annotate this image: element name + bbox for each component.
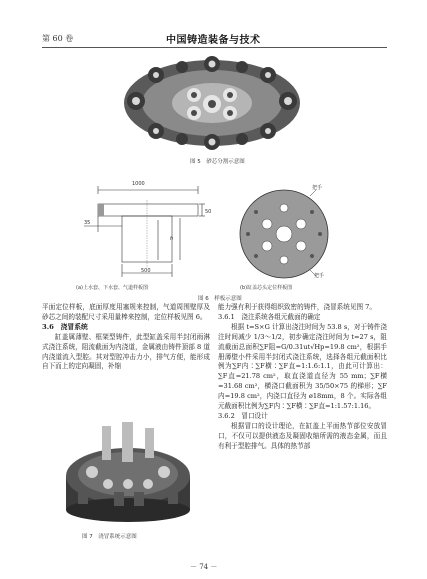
dim-h: h xyxy=(170,236,174,242)
figure7-gating-image xyxy=(52,418,204,526)
left-paragraph-2: 缸盖属薄壁、框架型铸件，此型缸盖采用半封闭雨淋式浇注系统，阻流截面为内浇道，金属液由铸件顶部 8 道内浇道流入型腔。其对型腔冲击力小，排气方便，能形成自下而上的定向凝固，补缩 xyxy=(42,332,210,371)
dim-50: 50 xyxy=(205,209,212,215)
section-3-6-heading: 3.6 浇冒系统 xyxy=(42,322,88,331)
section-3-6-2-heading: 3.6.2 冒口设计 xyxy=(218,411,268,420)
dim-1000: 1000 xyxy=(132,181,145,187)
right-paragraph-2: 根据 t=S×G 计算出浇注时间为 53.8 s，对于铸件浇注时间减少 1/3～1/2，初步确定浇注时间为 t=27 s，阻流截面总面积∑F阻=G/0.31ut√Hp=19.8 cm²，根据手册薄壁小件采用半封闭式浇注系统，选择各组元截面积比例为∑F内∶∑F横∶∑F直=1:1.6:1.1，由此可计算出：∑F直=21.78 cm²，取直浇道直径为 55 mm；∑F横=31.68 cm²，横浇口截面积为 35/50×75 的梯形；∑F内=19.8 cm²，内浇口直径为 ø18mm，8 个。实际各组元截面积比例为∑F内∶∑F横∶∑F直=1:1.57:1.16。 xyxy=(218,322,387,411)
dim-35: 35 xyxy=(84,220,91,226)
left-column-text xyxy=(42,303,210,372)
handle-label-bottom: 把手 xyxy=(314,273,325,279)
figure7-caption: 图 7 浇冒系统示意图 xyxy=(82,534,137,540)
figure6a-template-drawing xyxy=(76,180,206,282)
figure6a-subcaption: (a)上水套、下水套、气道样板图 xyxy=(76,285,148,291)
section-3-6-1-heading: 3.6.1 浇注系统各组元截面的确定 xyxy=(218,312,321,321)
volume-label: 第 60 卷 xyxy=(42,34,74,43)
header-divider xyxy=(42,47,387,48)
left-paragraph-1: 平面定位样板，底面厚度用塞规来控制，气道周围壁厚及砂芯之间的装配尺寸采用量棒来控制，定位样板见图 6。 xyxy=(42,303,210,321)
right-column-text xyxy=(218,303,387,452)
right-paragraph-3: 根据冒口的设计理论，在缸盖上平面热节部位安放冒口，不仅可以提供液态及凝固收缩所需的液态金属，而且有利于型腔排气。具体的热节部 xyxy=(218,421,387,450)
page-number: － 74 － xyxy=(190,563,218,571)
figure6b-subcaption: (b)缸盖芯头定位样板图 xyxy=(240,285,293,291)
handle-label-top: 把手 xyxy=(312,185,323,191)
dim-500: 500 xyxy=(141,268,151,274)
figure6-caption: 图 6 样板示意图 xyxy=(198,296,242,302)
figure5-core-image xyxy=(112,53,312,153)
figure5-caption: 图 5 砂芯分割示意图 xyxy=(190,159,245,165)
right-paragraph-1: 能力强有利于获得组织致密的铸件，浇冒系统见图 7。 xyxy=(218,303,376,311)
journal-title: 中国铸造装备与技术 xyxy=(166,35,261,46)
figure6b-circle-template xyxy=(234,186,334,282)
